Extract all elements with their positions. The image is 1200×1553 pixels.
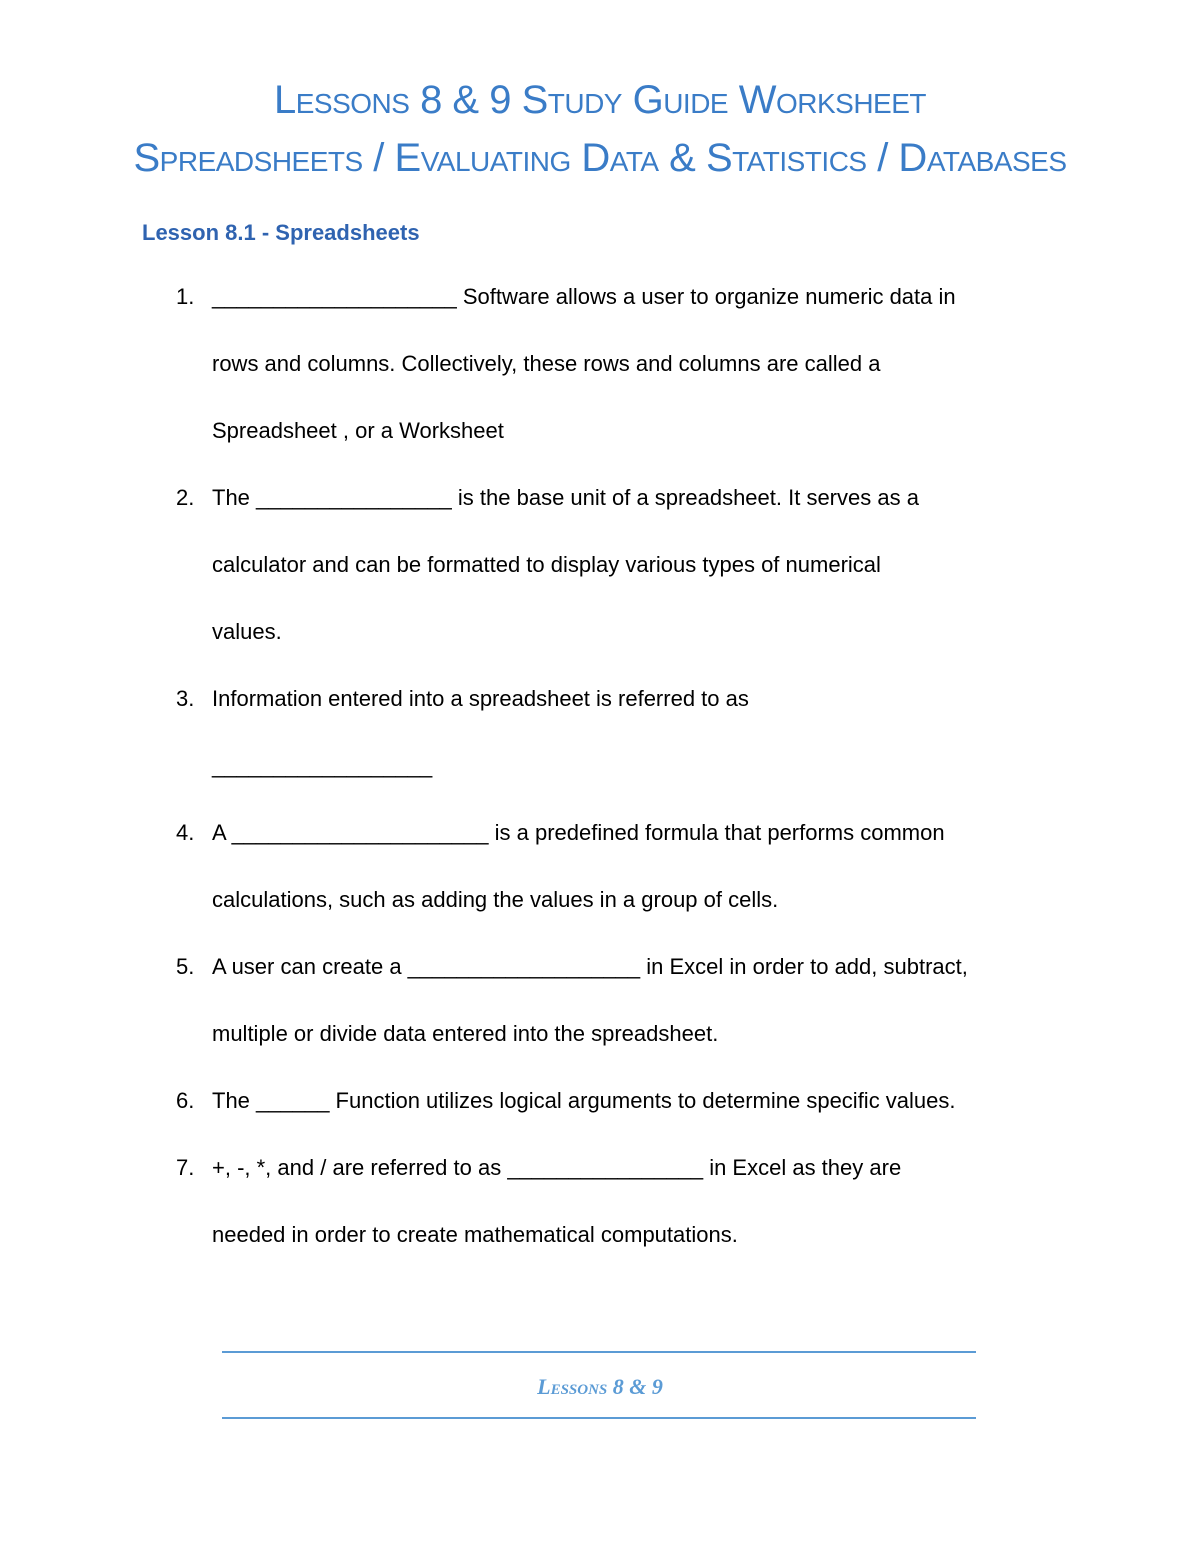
question-text-line: __________________: [212, 753, 433, 778]
question-text-line: values.: [212, 619, 282, 644]
question-text-line: rows and columns. Collectively, these rows and columns are called a: [212, 351, 881, 376]
question-text-line: The ______ Function utilizes logical arguments to determine specific values.: [212, 1088, 956, 1113]
question-text-line: A user can create a ___________________ in Excel in order to add, subtract,: [212, 954, 968, 979]
footer-divider-top: [222, 1351, 976, 1353]
question-text-line: calculator and can be formatted to display various types of numerical: [212, 552, 881, 577]
question-number: 1.: [176, 284, 195, 309]
page-subtitle: Spreadsheets / Evaluating Data & Statistics / Databases: [133, 136, 1067, 180]
question-text-line: needed in order to create mathematical computations.: [212, 1222, 738, 1247]
question-text-line: Spreadsheet , or a Worksheet: [212, 418, 504, 443]
question-number: 2.: [176, 485, 195, 510]
question-number: 3.: [176, 686, 195, 711]
question-number: 6.: [176, 1088, 195, 1113]
footer-text: Lessons 8 & 9: [537, 1374, 663, 1399]
question-number: 5.: [176, 954, 195, 979]
question-number: 7.: [176, 1155, 195, 1180]
section-heading: Lesson 8.1 - Spreadsheets: [142, 220, 420, 245]
question-text-line: multiple or divide data entered into the spreadsheet.: [212, 1021, 719, 1046]
question-text-line: ____________________ Software allows a user to organize numeric data in: [212, 284, 956, 309]
footer-divider-bottom: [222, 1417, 976, 1419]
question-text-line: The ________________ is the base unit of a spreadsheet. It serves as a: [212, 485, 919, 510]
question-text-line: A _____________________ is a predefined formula that performs common: [212, 820, 945, 845]
question-text-line: calculations, such as adding the values in a group of cells.: [212, 887, 779, 912]
question-text-line: +, -, *, and / are referred to as ________________ in Excel as they are: [212, 1155, 902, 1180]
question-number: 4.: [176, 820, 195, 845]
question-text-line: Information entered into a spreadsheet is referred to as: [212, 686, 749, 711]
page-title: Lessons 8 & 9 Study Guide Worksheet: [274, 78, 926, 122]
